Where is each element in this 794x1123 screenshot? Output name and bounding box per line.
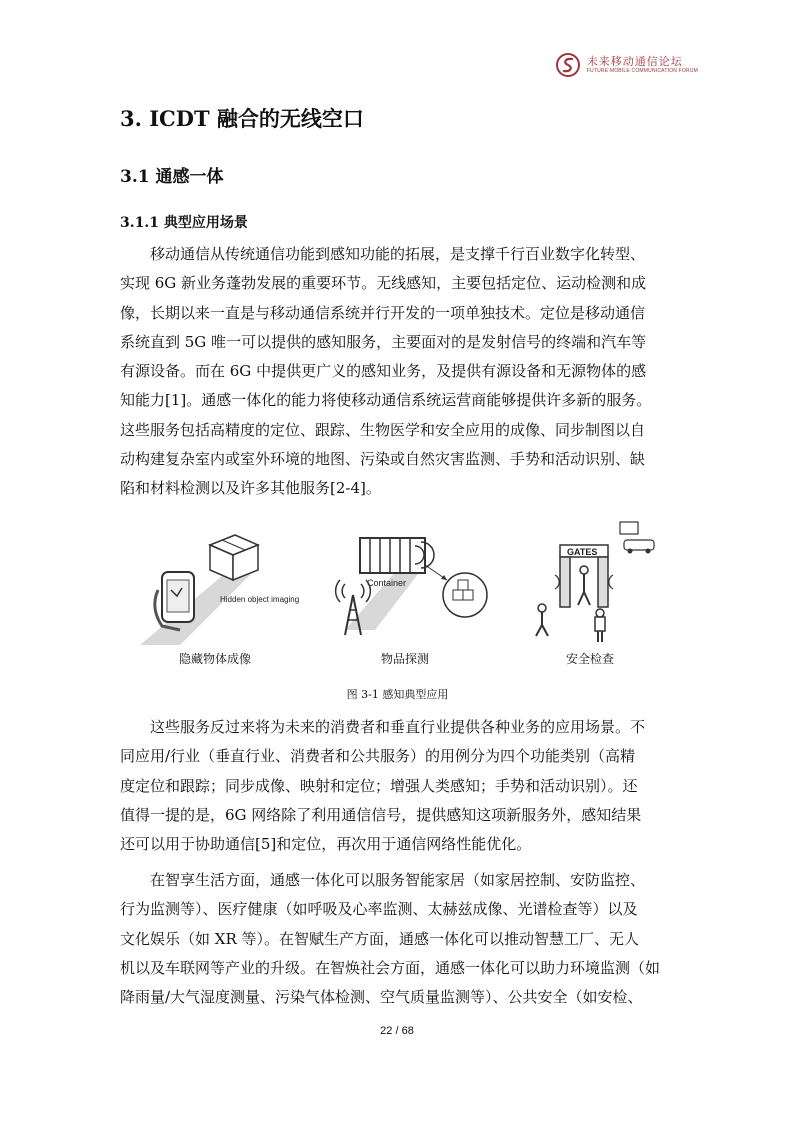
logo-english-name: FUTURE MOBILE COMMUNICATION FORUM [586, 68, 698, 74]
item-detection-illustration [325, 520, 490, 645]
figure-label-imaging: 隐藏物体成像 [178, 652, 251, 666]
panel-inner-text: Container [367, 578, 407, 588]
text-line: 机以及车联网等产业的升级。在智焕社会方面，通感一体化可以助力环境监测（如 [120, 958, 661, 977]
text-line: 降雨量/大气湿度测量、污染气体检测、空气质量监测等）、公共安全（如安检、 [120, 988, 643, 1007]
text-line: 行为监测等）、医疗健康（如呼吸及心率监测、太赫兹成像、光谱检查等）以及 [120, 900, 638, 919]
text-line: 移动通信从传统通信功能到感知功能的拓展，是支撑千行百业数字化转型、 [150, 245, 646, 263]
panel-inner-text: GATES [567, 547, 598, 557]
section-heading: 3.1 通感一体 [120, 167, 224, 187]
text-line: 还可以用于协助通信[5]和定位，再次用于通信网络性能优化。 [120, 835, 532, 854]
text-line: 在智享生活方面，通感一体化可以服务智能家居（如家居控制、安防监控、 [150, 871, 646, 889]
hidden-object-imaging-illustration [140, 520, 300, 645]
figure-panel-detection [325, 520, 490, 645]
text-line: 这些服务反过来将为未来的消费者和垂直行业提供各种业务的应用场景。不 [150, 718, 646, 736]
figure-panel-imaging [140, 520, 300, 645]
paragraph-use-cases [120, 713, 675, 859]
panel-inner-text: Hidden object imaging [220, 595, 300, 604]
paragraph-intro [120, 240, 675, 504]
text-line: 这些服务包括高精度的定位、跟踪、生物医学和安全应用的成像、同步制图以自 [120, 420, 646, 439]
subsection-heading: 3.1.1 典型应用场景 [120, 215, 248, 231]
text-line: 有源设备。而在 6G 中提供更广义的感知业务，及提供有源设备和无源物体的感 [120, 362, 647, 381]
text-line: 同应用/行业（垂直行业、消费者和公共服务）的用例分为四个功能类别（高精 [120, 747, 636, 766]
text-line: 值得一提的是，6G 网络除了利用通信信号，提供感知这项新服务外，感知结果 [120, 805, 642, 824]
text-line: 知能力[1]。通感一体化的能力将使移动通信系统运营商能够提供许多新的服务。 [120, 391, 652, 410]
figure-caption: 图 3-1 感知典型应用 [346, 688, 449, 701]
figure-panel-security [520, 520, 665, 645]
text-line: 实现 6G 新业务蓬勃发展的重要环节。无线感知，主要包括定位、运动检测和成 [120, 274, 647, 293]
figure-label-detection: 物品探测 [380, 652, 429, 666]
text-line: 像，长期以来一直是与移动通信系统并行开发的一项单独技术。定位是移动通信 [120, 303, 646, 322]
text-line: 文化娱乐（如 XR 等）。在智赋生产方面，通感一体化可以推动智慧工厂、无人 [120, 929, 640, 948]
text-line: 动构建复杂室内或室外环境的地图、污染或自然灾害监测、手势和活动识别、缺 [120, 450, 646, 469]
chapter-heading: 3. ICDT 融合的无线空口 [120, 106, 364, 131]
forum-logo-icon [555, 52, 581, 78]
forum-logo [555, 52, 698, 78]
paragraph-smart-life [120, 866, 675, 1012]
text-line: 度定位和跟踪；同步成像、映射和定位；增强人类感知；手势和活动识别）。还 [120, 776, 638, 795]
text-line: 系统直到 5G 唯一可以提供的感知服务，主要面对的是发射信号的终端和汽车等 [120, 332, 647, 351]
figure-label-security: 安全检查 [565, 652, 614, 666]
logo-chinese-name: 未来移动通信论坛 [586, 55, 683, 68]
page-number: 22 / 68 [380, 1025, 414, 1037]
security-check-illustration [520, 520, 665, 645]
figure-sensing-applications [120, 520, 675, 705]
text-line: 陷和材料检测以及许多其他服务[2-4]。 [120, 479, 381, 498]
